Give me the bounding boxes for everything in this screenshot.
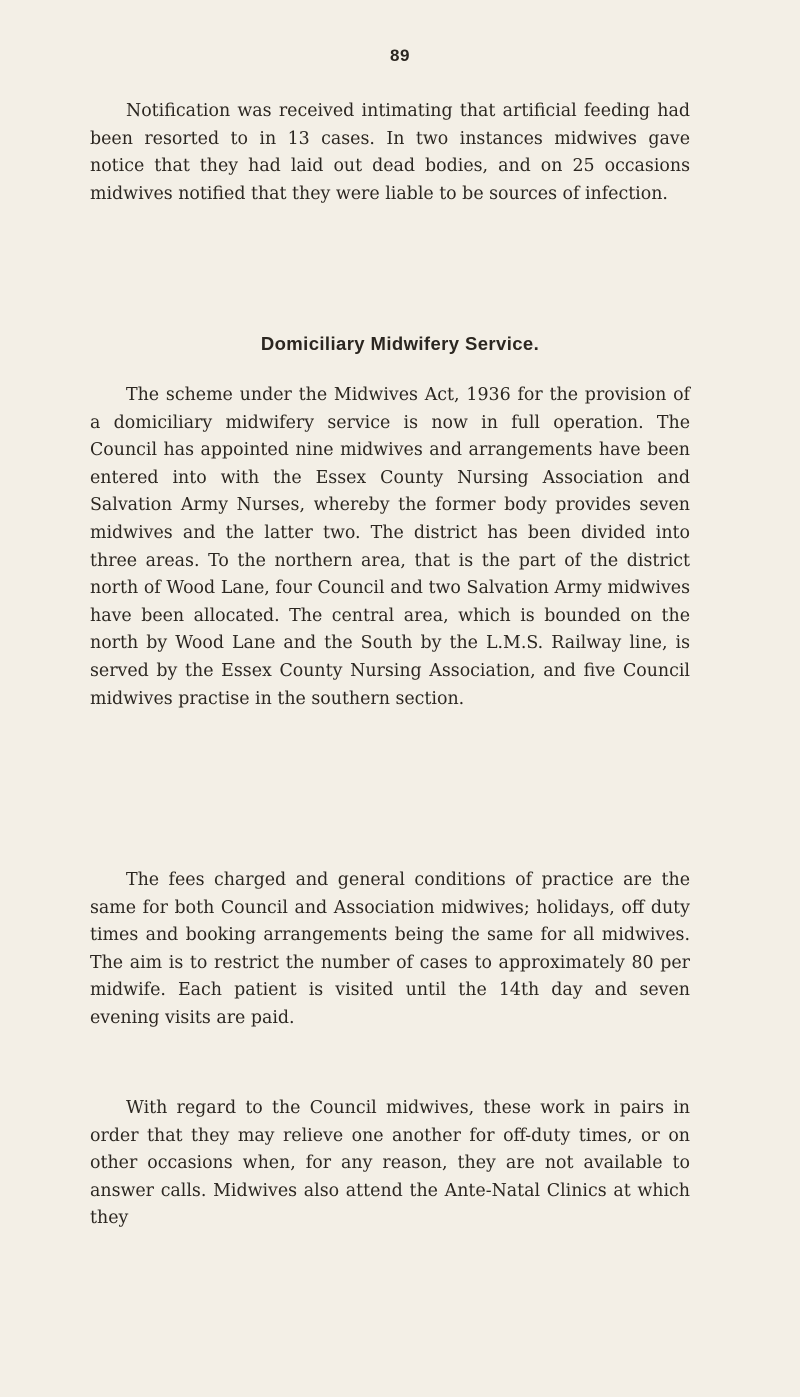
paragraph-scheme: The scheme under the Midwives Act, 1936 for the provision of a domiciliary midwifery service is now in full operation. The Council has appointed nine midwives and arrangements have been entered into with the Essex County Nursing Association and Salvation Army Nurses, whereby the former body provides seven midwives and the latter two. The district has been divided into three areas. To the northern area, that is the part of the district north of Wood Lane, four Council and two Salvation Army midwives have been allocated. The central area, which is bounded on the north by Wood Lane and the South by the L.M.S. Railway line, is served by the Essex County Nursing Association, and five Council midwives practise in the southern section. — [90, 385, 690, 709]
paragraph-fees: The fees charged and general conditions of practice are the same for both Council and Association midwives; holidays, off duty times and booking arrangements being the same for all midwives. The aim is to restrict the number of cases to approximately 80 per midwife. Each patient is visited until the 14th day and seven evening visits are paid. — [90, 870, 690, 1028]
section-heading: Domiciliary Midwifery Service. — [260, 333, 540, 354]
page-number: 89 — [390, 46, 410, 65]
paragraph-notification: Notification was received intimating that artificial feeding had been resorted to in 13 cases. In two instances midwives gave notice that they had laid out dead bodies, and on 25 occasions midwives notified that they were liable to be sources of infection. — [90, 101, 690, 204]
paragraph-council-midwives: With regard to the Council midwives, these work in pairs in order that they may relieve one another for off-duty times, or on other occasions when, for any reason, they are not available to answer calls. Midwives also attend the Ante-Natal Clinics at which they — [90, 1098, 690, 1229]
